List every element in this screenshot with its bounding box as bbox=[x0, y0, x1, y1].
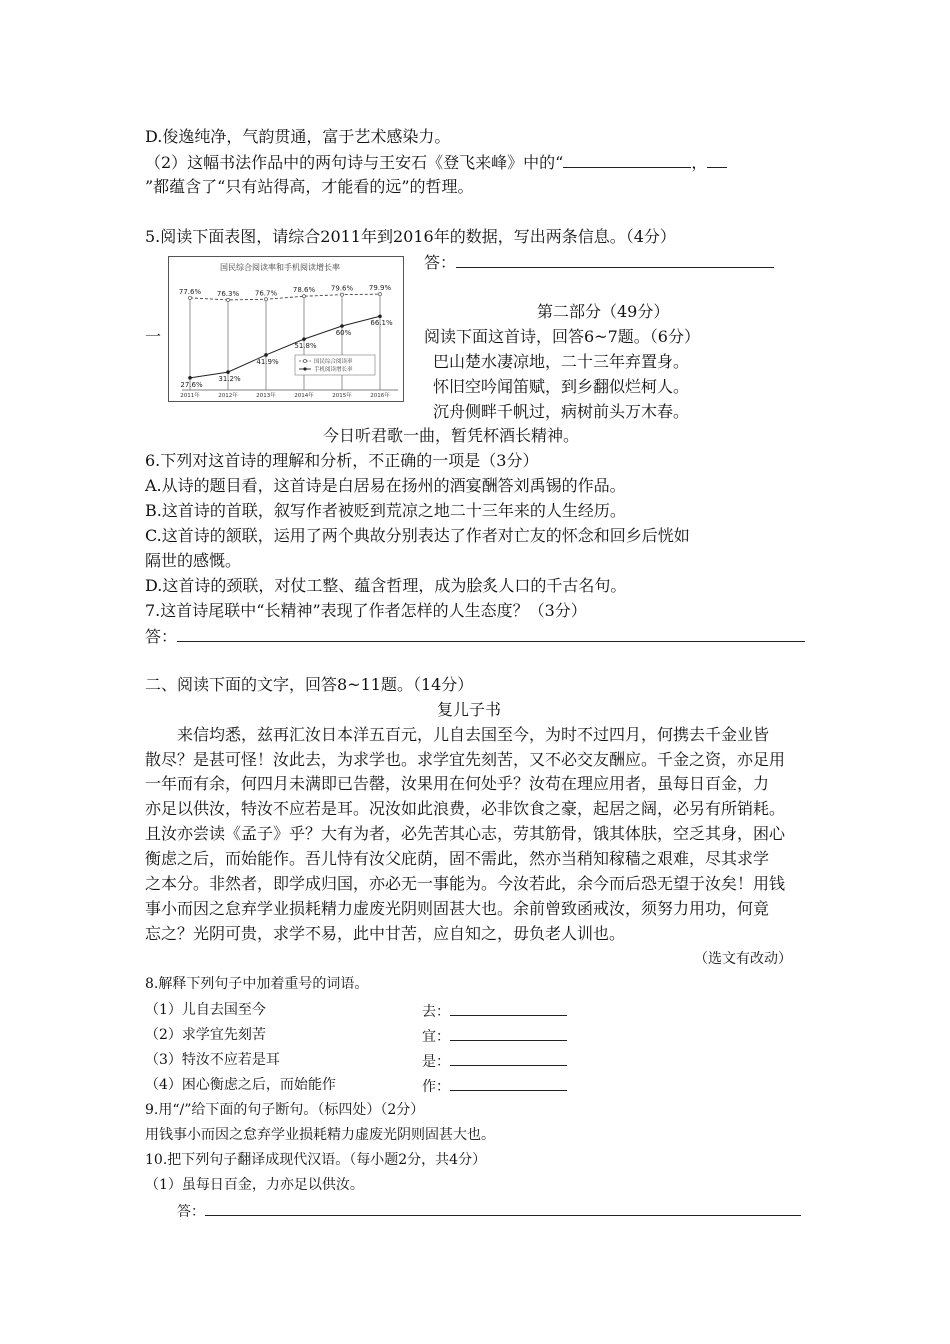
q8-item-4-word: 作： bbox=[422, 1079, 450, 1095]
chart-x-tick-label: 2013年 bbox=[256, 393, 276, 399]
q7-answer-label: 答： bbox=[145, 627, 178, 646]
q5-answer-line bbox=[424, 252, 774, 273]
q8-item-1-answer bbox=[422, 1000, 567, 1022]
article-line: 忘之？光阴可贵，求学不易，此中甘苦，应自知之，毋负老人训也。 bbox=[145, 924, 626, 943]
chart-x-tick-label: 2016年 bbox=[370, 393, 390, 399]
series-mobile-growth-label: 27.6% bbox=[180, 380, 203, 389]
legend-marker-reading-rate bbox=[303, 359, 306, 362]
series-mobile-growth-label: 60% bbox=[335, 329, 352, 337]
chart-x-tick-label: 2014年 bbox=[294, 393, 314, 399]
q10-answer-blank[interactable] bbox=[205, 1200, 801, 1216]
article-line: 衡虑之后，而始能作。吾儿恃有汝父庇荫，固不需此，然亦当稍知稼穑之艰难，尽其求学 bbox=[145, 849, 770, 868]
q8-item-4-answer bbox=[422, 1075, 567, 1097]
poem-section-intro: 阅读下面这首诗，回答6~7题。（6分） bbox=[424, 327, 700, 346]
chart-x-tick-label: 2015年 bbox=[332, 393, 352, 399]
poem-line-1: 巴山楚水凄凉地，二十三年弃置身。 bbox=[433, 352, 690, 371]
q6-option-b: B.这首诗的首联，叙写作者被贬到荒凉之地二十三年来的人生经历。 bbox=[145, 501, 626, 520]
series-mobile-growth-point bbox=[378, 314, 382, 318]
q7-answer-blank[interactable] bbox=[177, 626, 805, 642]
stray-mark: 一 bbox=[145, 327, 162, 346]
q8-item-3-blank[interactable] bbox=[450, 1050, 567, 1066]
q8-item-2-word: 宜： bbox=[422, 1029, 450, 1045]
q8-item-1-blank[interactable] bbox=[450, 1000, 567, 1016]
q9-sentence: 用钱事小而因之怠弃学业损耗精力虚废光阴则固甚大也。 bbox=[145, 1127, 495, 1143]
q4-option-d: D.俊逸纯净，气韵贯通，富于艺术感染力。 bbox=[145, 127, 451, 146]
series-mobile-growth-label: 66.1% bbox=[370, 319, 393, 328]
q6-option-a: A.从诗的题目看，这首诗是白居易在扬州的酒宴酬答刘禹锡的作品。 bbox=[145, 476, 626, 495]
q8-item-2-blank[interactable] bbox=[450, 1025, 567, 1041]
series-reading-rate-label: 79.9% bbox=[368, 284, 392, 293]
series-reading-rate-label: 78.6% bbox=[292, 286, 316, 295]
series-mobile-growth-label: 51.8% bbox=[294, 342, 317, 351]
article-title: 复儿子书 bbox=[437, 700, 502, 719]
q4-sub2-comma: ， bbox=[691, 153, 708, 172]
poem-line-3: 沉舟侧畔千帆过，病树前头万木春。 bbox=[433, 402, 690, 421]
article-line: 且汝亦尝读《孟子》乎？大有为者，必先苦其心志，劳其筋骨，饿其体肤，空乏其身，困心 bbox=[145, 824, 786, 843]
q8-item-2-answer bbox=[422, 1025, 567, 1047]
chart-title: 国民综合阅读率和手机阅读增长率 bbox=[220, 263, 340, 272]
q8-item-4-blank[interactable] bbox=[450, 1075, 567, 1091]
series-reading-rate-point bbox=[302, 295, 305, 298]
series-mobile-growth-point bbox=[188, 376, 192, 380]
q6-option-d: D.这首诗的颈联，对仗工整、蕴含哲理，成为脍炙人口的千古名句。 bbox=[145, 576, 627, 595]
source-note: （选文有改动） bbox=[694, 951, 792, 967]
chart-x-tick-label: 2011年 bbox=[180, 393, 200, 399]
legend-label-mobile-growth: 手机阅读增长率 bbox=[314, 367, 353, 373]
q4-sub2-end: ”都蕴含了“只有站得高，才能看的远”的哲理。 bbox=[145, 177, 474, 196]
series-reading-rate-point bbox=[226, 298, 229, 301]
series-mobile-growth-point bbox=[340, 324, 344, 328]
chart-frame bbox=[169, 257, 404, 402]
article-line: 之本分。非然者，即学成归国，亦必无一事能为。今汝若此，余今而后恐无望于汝矣！用钱 bbox=[145, 874, 786, 893]
q10-answer-label: 答： bbox=[177, 1204, 205, 1220]
q10-answer-line bbox=[177, 1200, 801, 1222]
q7-stem: 7.这首诗尾联中“长精神”表现了作者怎样的人生态度？（3分） bbox=[145, 601, 587, 620]
poem-line-4: 今日听君歌一曲，暂凭杯酒长精神。 bbox=[323, 426, 580, 445]
q8-item-1-word: 去： bbox=[422, 1004, 450, 1020]
q8-item-4: （4）困心衡虑之后，而始能作 bbox=[145, 1077, 336, 1093]
q4-blank-2[interactable] bbox=[707, 152, 727, 168]
series-mobile-growth-point bbox=[264, 353, 268, 357]
q5-answer-label: 答： bbox=[424, 253, 457, 272]
q6-option-c: C.这首诗的颔联，运用了两个典故分别表达了作者对亡友的怀念和回乡后恍如 bbox=[145, 526, 690, 545]
legend-label-reading-rate: 国民综合阅读率 bbox=[314, 359, 353, 365]
q4-sub2-text: （2）这幅书法作品中的两句诗与王安石《登飞来峰》中的“ bbox=[145, 153, 564, 172]
series-reading-rate-label: 79.6% bbox=[330, 284, 354, 293]
chart-legend bbox=[295, 355, 375, 375]
q10-sub1: （1）虽每日百金，力亦足以供汝。 bbox=[145, 1177, 364, 1193]
q8-item-2: （2）求学宜先刻苦 bbox=[145, 1027, 266, 1043]
legend-marker-mobile-growth bbox=[303, 367, 306, 370]
series-reading-rate-label: 76.3% bbox=[216, 289, 240, 298]
series-reading-rate-point bbox=[378, 293, 381, 296]
q8-item-3-answer bbox=[422, 1050, 567, 1072]
series-mobile-growth-label: 41.9% bbox=[256, 357, 279, 366]
part2-title: 第二部分（49分） bbox=[537, 302, 670, 321]
series-mobile-growth-label: 31.2% bbox=[218, 375, 241, 384]
q10-stem: 10.把下列句子翻译成现代汉语。（每小题2分，共4分） bbox=[145, 1152, 487, 1168]
q8-stem: 8.解释下列句子中加着重号的词语。 bbox=[145, 976, 369, 992]
series-reading-rate-point bbox=[340, 293, 343, 296]
q5-answer-blank[interactable] bbox=[456, 252, 774, 268]
q9-stem: 9.用“/”给下面的句子断句。（标四处）（2分） bbox=[145, 1102, 425, 1118]
reading-rate-chart bbox=[168, 256, 404, 402]
series-reading-rate-point bbox=[188, 296, 191, 299]
article-line: 事小而因之怠弃学业损耗精力虚废光阴则固甚大也。余前曾致函戒汝，须努力用功，何竟 bbox=[145, 899, 770, 918]
q6-option-c-cont: 隔世的感慨。 bbox=[145, 551, 242, 570]
article-line: 亦足以供汝，特汝不应若是耳。况汝如此浪费，必非饮食之豪，起居之阔，必另有所销耗。 bbox=[145, 799, 786, 818]
q4-sub2-line bbox=[145, 152, 727, 173]
sec2-heading: 二、阅读下面的文字，回答8~11题。（14分） bbox=[145, 675, 474, 694]
series-reading-rate-label: 77.6% bbox=[178, 287, 202, 296]
q8-item-1: （1）儿自去国至今 bbox=[145, 1002, 266, 1018]
article-line: 一年而有余，何四月未满即已告罄，汝果用在何处乎？汝苟在理应用者，虽每日百金，力 bbox=[145, 774, 770, 793]
q4-blank-1[interactable] bbox=[563, 152, 691, 168]
series-reading-rate-point bbox=[264, 298, 267, 301]
article-line: 散尽？是甚可怪！汝此去，为求学也。求学宜先刻苦，又不必交友酬应。千金之资，亦足用 bbox=[145, 750, 786, 769]
q8-item-3: （3）特汝不应若是耳 bbox=[145, 1052, 280, 1068]
series-mobile-growth-point bbox=[226, 370, 230, 374]
series-mobile-growth-point bbox=[302, 337, 306, 341]
q8-item-3-word: 是： bbox=[422, 1054, 450, 1070]
series-reading-rate-label: 76.7% bbox=[254, 289, 278, 298]
q5-stem: 5.阅读下面表图，请综合2011年到2016年的数据，写出两条信息。（4分） bbox=[145, 227, 676, 246]
chart-x-tick-label: 2012年 bbox=[218, 393, 238, 399]
q6-stem: 6.下列对这首诗的理解和分析，不正确的一项是（3分） bbox=[145, 451, 539, 470]
article-line: 来信均悉，兹再汇汝日本洋五百元，儿自去国至今，为时不过四月，何携去千金业皆 bbox=[177, 725, 770, 744]
q7-answer-line bbox=[145, 626, 805, 647]
poem-line-2: 怀旧空吟闻笛赋，到乡翻似烂柯人。 bbox=[433, 377, 690, 396]
